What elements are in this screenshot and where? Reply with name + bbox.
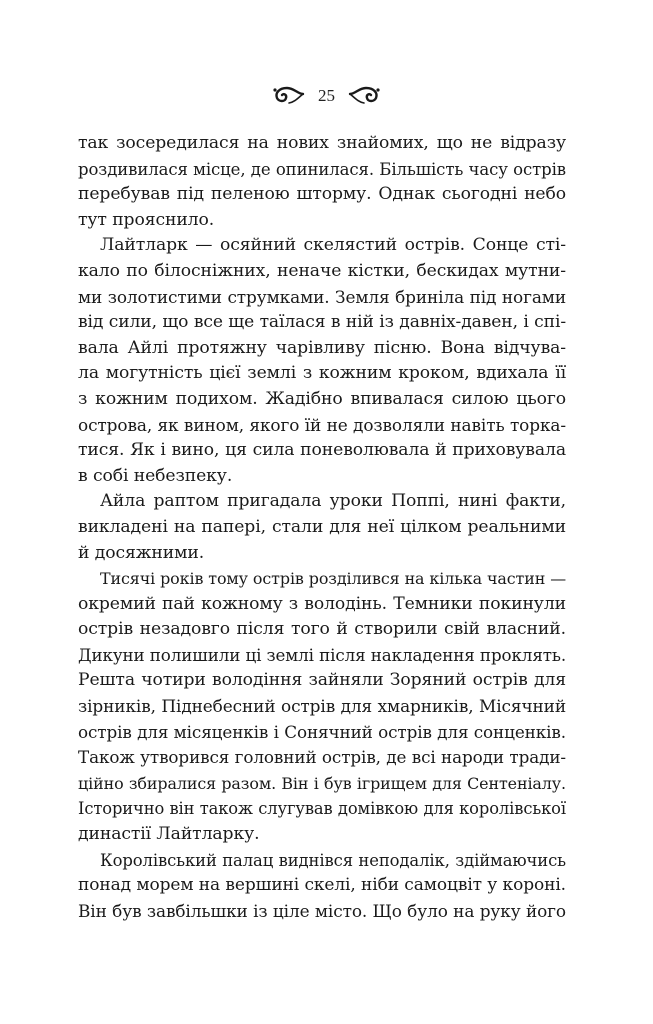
text-line: ми золотистими струмками. Земля бриніла під ногами xyxy=(78,286,566,307)
text-line: Решта чотири володіння зайняли Зоряний острів для xyxy=(78,670,566,691)
swirl-ornament-right-icon xyxy=(347,81,383,107)
text-line: роздивилася місце, де опинилася. Більшість часу острів xyxy=(78,159,566,179)
text-line: від сили, що все ще таїлася в ній із давніх-давен, і спі- xyxy=(78,312,566,333)
text-line: зірників, Піднебесний острів для хмарників, Місячний xyxy=(78,696,566,717)
text-line: кало по білосніжних, неначе кістки, бескидах мутни- xyxy=(78,260,566,281)
text-line: тут прояснило. xyxy=(78,209,215,230)
text-line: викладені на папері, стали для неї цілком реальними xyxy=(78,516,566,537)
page-header xyxy=(0,78,653,110)
body-text xyxy=(78,131,566,924)
text-line: острів незадовго після того й створили свій власний. xyxy=(78,619,566,640)
text-line: ційно збиралися разом. Він і був ігрищем для Сентеніалу. xyxy=(78,773,566,793)
swirl-ornament-left-icon xyxy=(270,81,306,107)
text-line: Королівський палац виднівся неподалік, здіймаючись xyxy=(100,850,566,870)
text-line: Він був завбільшки із ціле місто. Що було на руку його xyxy=(78,900,566,921)
text-line: й досяжними. xyxy=(78,542,205,563)
text-line: вала Айлі протяжну чарівливу пісню. Вона відчува- xyxy=(78,337,566,358)
text-line: ла могутність цієї землі з кожним кроком, вдихала її xyxy=(78,363,566,384)
text-line: острів для місяценків і Сонячний острів для сонценків. xyxy=(78,721,566,742)
page-number: 25 xyxy=(318,85,335,105)
text-line: Лайтларк — осяйний скелястий острів. Сонце сті- xyxy=(100,235,566,256)
text-line: тися. Як і вино, ця сила поневолювала й приховувала xyxy=(78,440,566,461)
text-line: Дикуни полишили ці землі після накладення проклять. xyxy=(78,644,567,665)
text-line: в собі небезпеку. xyxy=(78,465,233,486)
text-line: окремий пай кожному з володінь. Темники покинули xyxy=(78,593,566,614)
text-line: понад морем на вершині скелі, ніби самоцвіт у короні. xyxy=(78,875,566,896)
text-line: династії Лайтларку. xyxy=(78,824,260,845)
text-line: з кожним подихом. Жадібно впивалася силою цього xyxy=(78,388,566,409)
text-line: Історично він також слугував домівкою для королівської xyxy=(78,799,566,819)
text-line: перебував під пеленою шторму. Однак сьогодні небо xyxy=(78,184,566,205)
text-line: острова, як вином, якого їй не дозволяли навіть торка- xyxy=(78,414,566,435)
text-line: так зосередилася на нових знайомих, що не відразу xyxy=(78,133,566,153)
text-line: Також утворився головний острів, де всі народи тради- xyxy=(78,747,566,768)
text-line: Тисячі років тому острів розділився на кілька частин — xyxy=(100,569,566,589)
text-line: Айла раптом пригадала уроки Поппі, нині факти, xyxy=(100,491,566,512)
